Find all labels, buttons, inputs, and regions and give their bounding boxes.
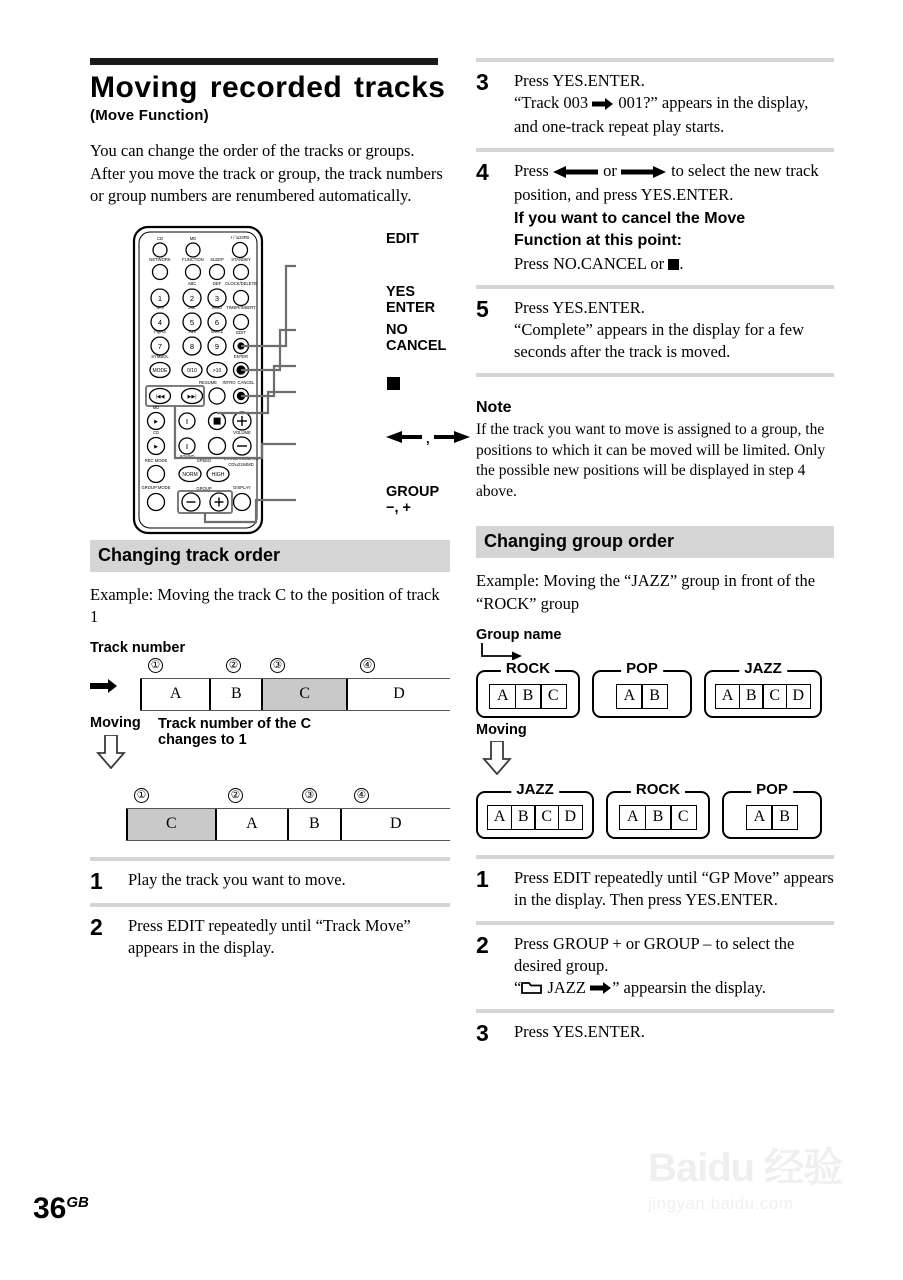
- track-segment: B: [209, 679, 261, 710]
- svg-text:JKL: JKL: [188, 304, 196, 310]
- page-title: Moving recorded tracks: [90, 71, 446, 104]
- left-column: [90, 58, 450, 961]
- svg-text:MODE: MODE: [152, 367, 168, 374]
- folder-icon: [521, 978, 543, 997]
- page-subtitle: (Move Function): [90, 107, 209, 125]
- track-bar-after: [126, 808, 450, 841]
- svg-text:SPEED: SPEED: [196, 457, 212, 463]
- svg-text:0/10: 0/10: [187, 367, 197, 374]
- group-diagram-before: [476, 661, 834, 718]
- group-name: POP: [621, 660, 663, 677]
- step-text: [514, 70, 834, 138]
- step4-bold-line1: If you want to cancel the Move: [514, 209, 746, 227]
- track-segment-highlighted: C: [261, 679, 346, 710]
- group-track: B: [739, 684, 764, 709]
- svg-text:MD: MD: [189, 235, 197, 241]
- group-block: [476, 661, 580, 718]
- svg-text:6: 6: [214, 317, 220, 327]
- svg-text:REC MODE: REC MODE: [144, 457, 168, 463]
- group-track-box: [476, 791, 594, 839]
- track-change-note-line1: Track number of the C: [158, 715, 312, 732]
- group-diagram-after: [476, 782, 834, 839]
- svg-text:PQRS: PQRS: [154, 328, 166, 334]
- svg-text:NETWORK: NETWORK: [149, 256, 171, 262]
- right-arrow-icon: [90, 678, 118, 699]
- title-rule: [90, 58, 438, 65]
- group-block: [704, 661, 822, 718]
- step-item: [476, 933, 834, 999]
- svg-text:FUNCTION: FUNCTION: [182, 256, 204, 262]
- track-bar-before: [140, 678, 450, 711]
- step-separator: [476, 1009, 834, 1013]
- svg-text:>10: >10: [212, 367, 222, 374]
- group-name: JAZZ: [739, 660, 787, 677]
- svg-text:▶: ▶: [154, 443, 158, 450]
- step-separator: [476, 148, 834, 152]
- svg-text:1: 1: [157, 293, 163, 303]
- group-example-text: Example: Moving the “JAZZ” group in front of the “ROCK” group: [476, 571, 816, 613]
- svg-text:5: 5: [189, 317, 195, 327]
- callout-skip-arrows: [384, 427, 472, 452]
- track-segment-highlighted: C: [126, 809, 215, 840]
- step-text: [514, 297, 834, 363]
- group-block: [722, 782, 822, 839]
- step2-display-line: “ JAZZ ” appearsin the display.: [514, 978, 766, 998]
- svg-text:ABC: ABC: [187, 280, 197, 286]
- svg-text:||: ||: [185, 418, 189, 425]
- stop-square-icon: [668, 259, 679, 270]
- track-segment: A: [140, 679, 209, 710]
- step-item: [90, 869, 450, 893]
- svg-text:TIMER/INSERT: TIMER/INSERT: [226, 304, 256, 310]
- step4-cancel-line: Press NO.CANCEL or .: [514, 253, 684, 273]
- step5-line1: Press YES.ENTER.: [514, 297, 645, 317]
- moving-label: Moving: [90, 714, 141, 731]
- svg-text:||: ||: [185, 443, 189, 450]
- step-item: [476, 70, 834, 138]
- svg-text:SLEEP: SLEEP: [210, 256, 224, 262]
- group-name: JAZZ: [511, 781, 559, 798]
- svg-text:GROUP MODE: GROUP MODE: [141, 484, 171, 490]
- callout-stop-square: [387, 377, 400, 395]
- right-arrow-icon: [621, 162, 667, 184]
- group-track: C: [762, 684, 787, 709]
- step-number: 3: [476, 1020, 489, 1047]
- group-track: D: [558, 805, 583, 830]
- group-name-label: Group name: [476, 626, 562, 643]
- step5-line2: “Complete” appears in the display for a few seconds after the track is moved.: [514, 319, 805, 361]
- svg-text:9: 9: [214, 341, 220, 351]
- step-text: Play the track you want to move.: [128, 869, 346, 889]
- callout-yes-enter: YES ENTER: [386, 283, 436, 316]
- svg-text:VOLUME: VOLUME: [233, 429, 251, 435]
- svg-text:STANDARD/BASS: STANDARD/BASS: [223, 455, 259, 461]
- step-separator: [476, 58, 834, 62]
- step2-main: Press GROUP + or GROUP – to select the desired group.: [514, 933, 795, 975]
- group-track: D: [786, 684, 811, 709]
- svg-text:CD: CD: [152, 429, 160, 435]
- svg-text:,: ,: [426, 430, 430, 446]
- track-segment: D: [340, 809, 450, 840]
- step-separator: [476, 373, 834, 377]
- svg-text:CD\u2194MD: CD\u2194MD: [228, 461, 254, 467]
- group-name: ROCK: [501, 660, 555, 677]
- group-track: B: [515, 684, 542, 709]
- svg-text:8: 8: [189, 341, 195, 351]
- intro-text: [90, 140, 450, 207]
- svg-text:TUV: TUV: [187, 328, 197, 334]
- group-moving-block: [476, 722, 834, 780]
- group-track: B: [511, 805, 536, 830]
- svg-text:EDIT: EDIT: [236, 329, 246, 335]
- svg-text:RESUME: RESUME: [199, 379, 217, 385]
- track-number-marker: ①: [134, 788, 149, 803]
- track-number-marker: ③: [302, 788, 317, 803]
- svg-text:CLOCK/DELETE: CLOCK/DELETE: [225, 280, 257, 286]
- svg-text:INTRO: INTRO: [222, 379, 236, 385]
- group-block: [476, 782, 594, 839]
- track-segment: B: [287, 809, 340, 840]
- svg-text:2: 2: [189, 293, 195, 303]
- left-right-arrows-icon: [384, 427, 472, 447]
- remote-control-figure: [90, 222, 450, 540]
- callout-group-minus-plus: GROUP −, +: [386, 483, 439, 516]
- svg-text:SYMBOL: SYMBOL: [151, 353, 169, 359]
- svg-text:▶: ▶: [154, 418, 158, 425]
- svg-text:HIGH: HIGH: [211, 471, 225, 478]
- group-block: [592, 661, 692, 718]
- svg-text:SOUND: SOUND: [179, 453, 195, 459]
- group-track-box: [476, 670, 580, 718]
- svg-text:GHI: GHI: [156, 304, 164, 310]
- track-diagram-before: [90, 658, 450, 711]
- track-diagram-after: [90, 788, 450, 841]
- baidu-watermark: [648, 1148, 898, 1248]
- right-column: [476, 58, 834, 1047]
- track-number-marker: ②: [228, 788, 243, 803]
- group-track-box: [704, 670, 822, 718]
- moving-annotation-row: [90, 715, 450, 774]
- note-heading: Note: [476, 398, 512, 416]
- track-number-marker: ④: [360, 658, 375, 673]
- svg-text:DEF: DEF: [212, 280, 222, 286]
- track-change-note-line2: changes to 1: [158, 731, 247, 748]
- step-text: Press EDIT repeatedly until “GP Move” appears in the display. Then press YES.ENTER.: [514, 867, 834, 909]
- down-arrow-icon: [96, 735, 126, 769]
- group-track-box: [606, 791, 710, 839]
- svg-text:ENTER: ENTER: [233, 353, 249, 359]
- svg-text:▶▶|: ▶▶|: [187, 393, 197, 400]
- step-text: Press YES.ENTER.: [514, 1022, 645, 1042]
- step-separator: [476, 285, 834, 289]
- track-example-text: Example: Moving the track C to the position of track 1: [90, 584, 440, 626]
- group-track: A: [619, 805, 646, 830]
- step-separator: [90, 857, 450, 861]
- group-track: A: [487, 805, 512, 830]
- step-text: [514, 933, 834, 999]
- step-text: [514, 160, 834, 274]
- callout-edit: EDIT: [386, 230, 420, 247]
- group-track-box: [592, 670, 692, 718]
- right-arrow-icon: [590, 978, 612, 997]
- svg-text:7: 7: [157, 341, 163, 351]
- callout-no-cancel: NO CANCEL: [386, 321, 447, 354]
- track-number-label: Track number: [90, 639, 186, 656]
- svg-text:WXYZ: WXYZ: [210, 328, 224, 334]
- step-separator: [90, 903, 450, 907]
- step4-line1: Press or to select the new track position, and press YES.ENTER.: [514, 161, 819, 205]
- svg-text:MD: MD: [152, 404, 160, 410]
- step-item: [476, 297, 834, 363]
- group-name: ROCK: [631, 781, 685, 798]
- group-track: C: [670, 805, 697, 830]
- group-block: [606, 782, 710, 839]
- step-separator: [476, 855, 834, 859]
- group-track-box: [722, 791, 822, 839]
- step-text: Press EDIT repeatedly until “Track Move” appears in the display.: [128, 915, 411, 958]
- svg-text:NORM: NORM: [182, 471, 198, 478]
- svg-text:CD: CD: [156, 235, 164, 241]
- group-track: C: [540, 684, 567, 709]
- page-number: $36^{GB}$: [33, 1192, 89, 1225]
- track-segment: D: [346, 679, 450, 710]
- step-item: [476, 160, 834, 274]
- group-track: A: [616, 684, 643, 709]
- down-arrow-icon: [482, 741, 512, 775]
- stop-square-icon: [387, 377, 400, 390]
- step4-bold-line2: Function at this point:: [514, 231, 682, 249]
- section-header-changing-track-order: Changing track order: [90, 540, 450, 572]
- step-number: 5: [476, 295, 489, 322]
- svg-text:|◀◀: |◀◀: [155, 393, 165, 400]
- step-item: [476, 1021, 834, 1045]
- step-number: 2: [476, 931, 489, 958]
- group-track: B: [771, 805, 798, 830]
- track-segment: A: [215, 809, 287, 840]
- left-arrow-icon: [553, 162, 599, 184]
- note-text: If the track you want to move is assigned to a group, the positions to which it can be moved will be limited. Only the possible new positions will be displayed in step 4 above.: [476, 420, 826, 500]
- step3-line2: “Track 003 001?” appears in the display, and one-track repeat play starts.: [514, 93, 809, 137]
- group-track: A: [746, 805, 773, 830]
- group-track: A: [489, 684, 516, 709]
- svg-text:STANDBY: STANDBY: [231, 256, 251, 262]
- svg-text:3: 3: [214, 293, 220, 303]
- intro-paragraph-1: You can change the order of the tracks or groups.: [90, 141, 415, 161]
- step-item: [90, 915, 450, 959]
- svg-text:MNO: MNO: [212, 304, 222, 310]
- svg-text:DISPLAY: DISPLAY: [233, 484, 251, 490]
- svg-text:GROUP: GROUP: [196, 485, 212, 491]
- step-number: 1: [476, 865, 489, 892]
- group-track: C: [534, 805, 559, 830]
- svg-text:I / \u23FB: I / \u23FB: [230, 234, 250, 240]
- step-item: [476, 867, 834, 911]
- track-number-marker: ③: [270, 658, 285, 673]
- right-arrow-icon: [592, 94, 614, 116]
- svg-text:CANCEL: CANCEL: [237, 379, 255, 385]
- section-header-changing-group-order: Changing group order: [476, 526, 834, 558]
- step-number: 4: [476, 159, 489, 186]
- step-number: 3: [476, 69, 489, 95]
- step-separator: [476, 921, 834, 925]
- step-number: 1: [90, 867, 103, 894]
- track-number-marker: ①: [148, 658, 163, 673]
- moving-label: Moving: [476, 721, 527, 738]
- watermark-sub: jingyan.baidu.com: [648, 1194, 794, 1213]
- group-track: B: [645, 805, 672, 830]
- group-name: POP: [751, 781, 793, 798]
- track-number-marker: ④: [354, 788, 369, 803]
- intro-paragraph-2: After you move the track or group, the track numbers or group numbers are renumbered automatically.: [90, 163, 443, 206]
- group-name-pointer: [476, 643, 834, 659]
- track-number-marker: ②: [226, 658, 241, 673]
- step-number: 2: [90, 913, 103, 940]
- group-track: A: [715, 684, 740, 709]
- watermark-main: Baidu 经验: [648, 1146, 843, 1190]
- svg-text:4: 4: [157, 317, 163, 327]
- group-track: B: [641, 684, 668, 709]
- step3-line1: Press YES.ENTER.: [514, 71, 645, 90]
